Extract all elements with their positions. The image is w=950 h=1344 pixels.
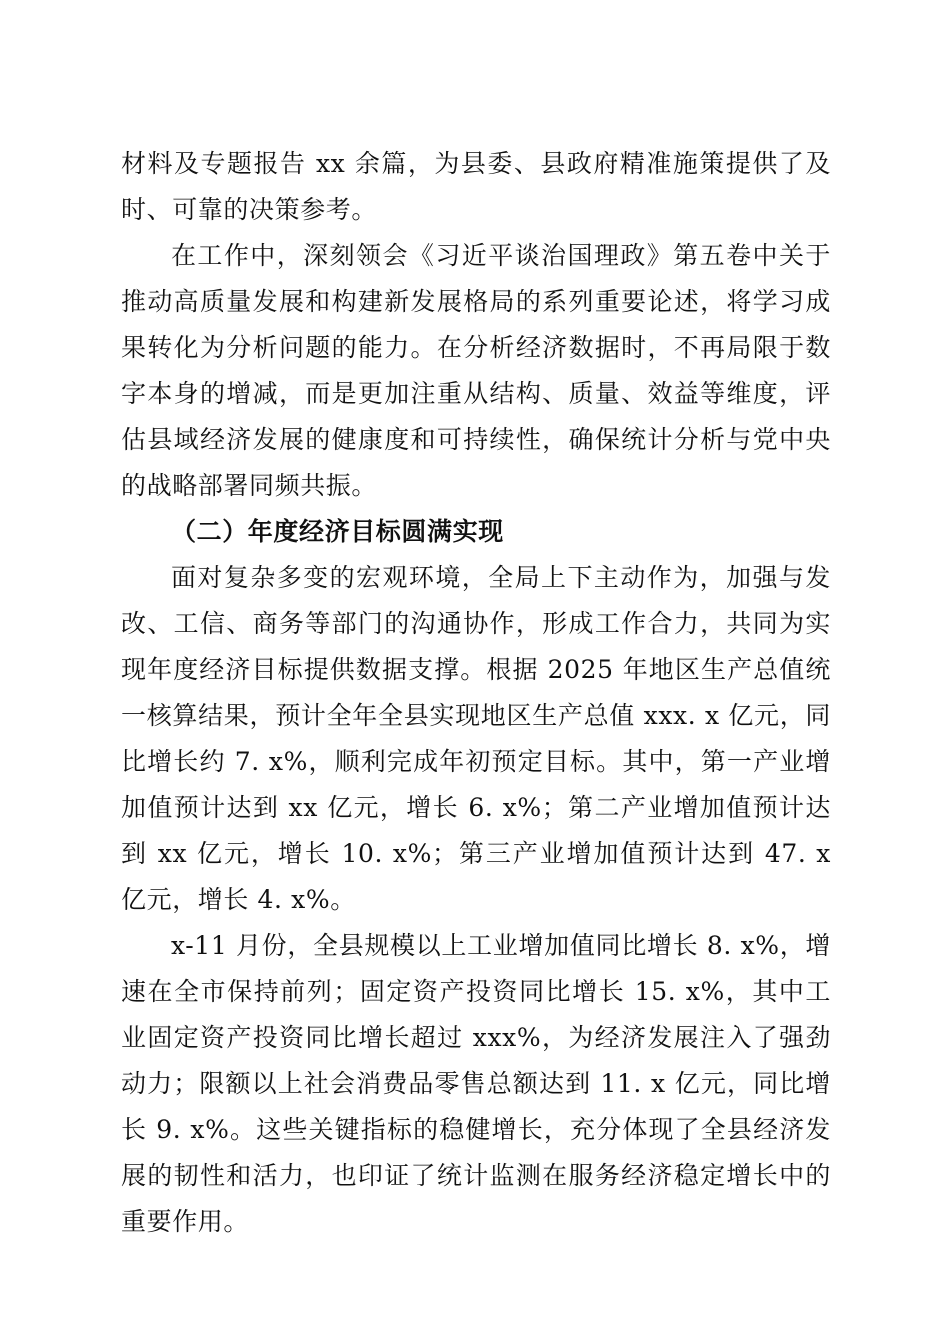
paragraph-continued: 材料及专题报告 xx 余篇，为县委、县政府精准施策提供了及时、可靠的决策参考。 — [121, 149, 831, 224]
document-body — [121, 141, 831, 1245]
paragraph-study: 在工作中，深刻领会《习近平谈治国理政》第五卷中关于推动高质量发展和构建新发展格局的系列重要论述，将学习成果转化为分析问题的能力。在分析经济数据时，不再局限于数字本身的增减，而是更加注重从结构、质量、效益等维度，评估县域经济发展的健康度和可持续性，确保统计分析与党中央的战略部署同频共振。 — [121, 241, 831, 500]
paragraph-indicators: x-11 月份，全县规模以上工业增加值同比增长 8. x%，增速在全市保持前列；固定资产投资同比增长 15. x%，其中工业固定资产投资同比增长超过 xxx%，为经济发展注入了强劲动力；限额以上社会消费品零售总额达到 11. x 亿元，同比增长 9. x%。这些关键指标的稳健增长，充分体现了全县经济发展的韧性和活力，也印证了统计监测在服务经济稳定增长中的重要作用。 — [121, 931, 831, 1236]
paragraph-gdp: 面对复杂多变的宏观环境，全局上下主动作为，加强与发改、工信、商务等部门的沟通协作，形成工作合力，共同为实现年度经济目标提供数据支撑。根据 2025 年地区生产总值统一核算结果，预计全年全县实现地区生产总值 xxx. x 亿元，同比增长约 7. x%，顺利完成年初预定目标。其中，第一产业增加值预计达到 xx 亿元，增长 6. x%；第二产业增加值预计达到 xx 亿元，增长 10. x%；第三产业增加值预计达到 47. x 亿元，增长 4. x%。 — [121, 563, 831, 914]
section-heading: （二）年度经济目标圆满实现 — [171, 517, 504, 546]
